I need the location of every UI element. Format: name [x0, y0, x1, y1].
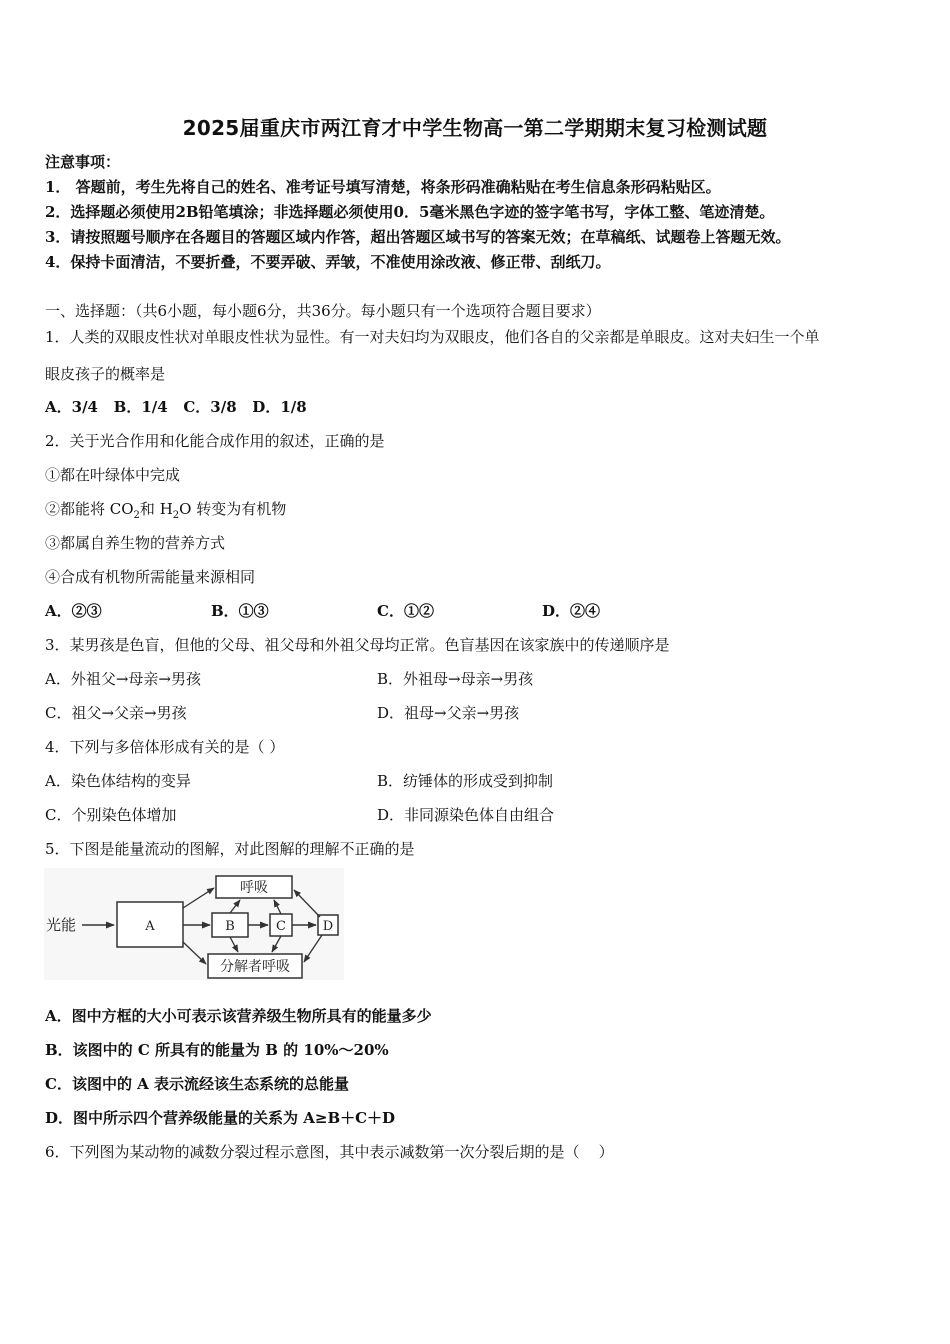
option-a: A．图中方框的大小可表示该营养级生物所具有的能量多少 [45, 1007, 432, 1025]
statement-2: ②都能将 $CO_2$和 $H_2O$ 转变为有机物 [45, 500, 287, 521]
energy-flow-diagram [44, 866, 344, 982]
notice-item: 1． 答题前，考生先将自己的姓名、准考证号填写清楚，将条形码准确粘贴在考生信息条形码粘贴区。 [45, 178, 721, 196]
notice-item: 2．选择题必须使用2B铅笔填涂；非选择题必须使用0．5毫米黑色字迹的签字笔书写，字体工整、笔迹清楚。 [45, 203, 775, 221]
notice-item: 4．保持卡面清洁，不要折叠，不要弄破、弄皱，不准使用涂改液、修正带、刮纸刀。 [45, 253, 611, 271]
decomposer-label: 分解者呼吸 [220, 959, 290, 975]
respiration-label: 呼吸 [240, 880, 268, 896]
light-energy-label: 光能 [46, 916, 77, 934]
option-c: C．个别染色体增加 [45, 806, 177, 824]
option-b: B．外祖母→母亲→男孩 [377, 670, 534, 688]
option-b: B．①③ [211, 602, 269, 620]
question-2-stem: 2．关于光合作用和化能合成作用的叙述，正确的是 [45, 432, 385, 450]
question-1-stem-cont: 眼皮孩子的概率是 [45, 365, 166, 383]
page-title: 2025届重庆市两江育才中学生物高一第二学期期末复习检测试题 [182, 116, 768, 140]
notice-heading: 注意事项： [45, 153, 121, 171]
box-a-label: A [145, 919, 155, 934]
question-4-stem: 4．下列与多倍体形成有关的是（ ） [45, 738, 285, 756]
box-d-label: D [322, 919, 334, 934]
question-3-stem: 3．某男孩是色盲，但他的父母、祖父母和外祖父母均正常。色盲基因在该家族中的传递顺序是 [45, 636, 670, 654]
option-a: A．外祖父→母亲→男孩 [45, 670, 201, 688]
box-b-label: B [225, 919, 235, 934]
statement-1: ①都在叶绿体中完成 [45, 466, 181, 484]
option-c: C．祖父→父亲→男孩 [45, 704, 187, 722]
option-b: B．纺锤体的形成受到抑制 [377, 772, 554, 790]
option-b: B．该图中的 C 所具有的能量为 B 的 10%～20% [45, 1041, 389, 1059]
notice-item: 3．请按照题号顺序在各题目的答题区域内作答，超出答题区域书写的答案无效；在草稿纸、试题卷上答题无效。 [45, 228, 791, 246]
question-5-stem: 5．下图是能量流动的图解，对此图解的理解不正确的是 [45, 840, 415, 858]
question-1-stem: 1．人类的双眼皮性状对单眼皮性状为显性。有一对夫妇均为双眼皮，他们各自的父亲都是单眼皮。这对夫妇生一个单 [45, 328, 820, 346]
option-d: D．②④ [542, 602, 601, 620]
option-a: A．②③ [45, 602, 102, 620]
option-c: C．①② [377, 602, 434, 620]
option-d: D．非同源染色体自由组合 [377, 806, 555, 824]
option-c: C．该图中的 A 表示流经该生态系统的总能量 [45, 1075, 350, 1093]
option-d: D．图中所示四个营养级能量的关系为 A≥B＋C＋D [45, 1109, 396, 1127]
question-1-options: A．3/4 B．1/4 C．3/8 D．1/8 [45, 398, 307, 416]
option-d: D．祖母→父亲→男孩 [377, 704, 520, 722]
box-c-label: C [276, 919, 286, 934]
statement-4: ④合成有机物所需能量来源相同 [45, 568, 256, 586]
question-6-stem: 6．下列图为某动物的减数分裂过程示意图，其中表示减数第一次分裂后期的是（ ） [45, 1143, 614, 1161]
option-a: A．染色体结构的变异 [45, 772, 191, 790]
statement-3: ③都属自养生物的营养方式 [45, 534, 226, 552]
section-heading: 一、选择题：（共6小题，每小题6分，共36分。每小题只有一个选项符合题目要求） [45, 302, 601, 320]
